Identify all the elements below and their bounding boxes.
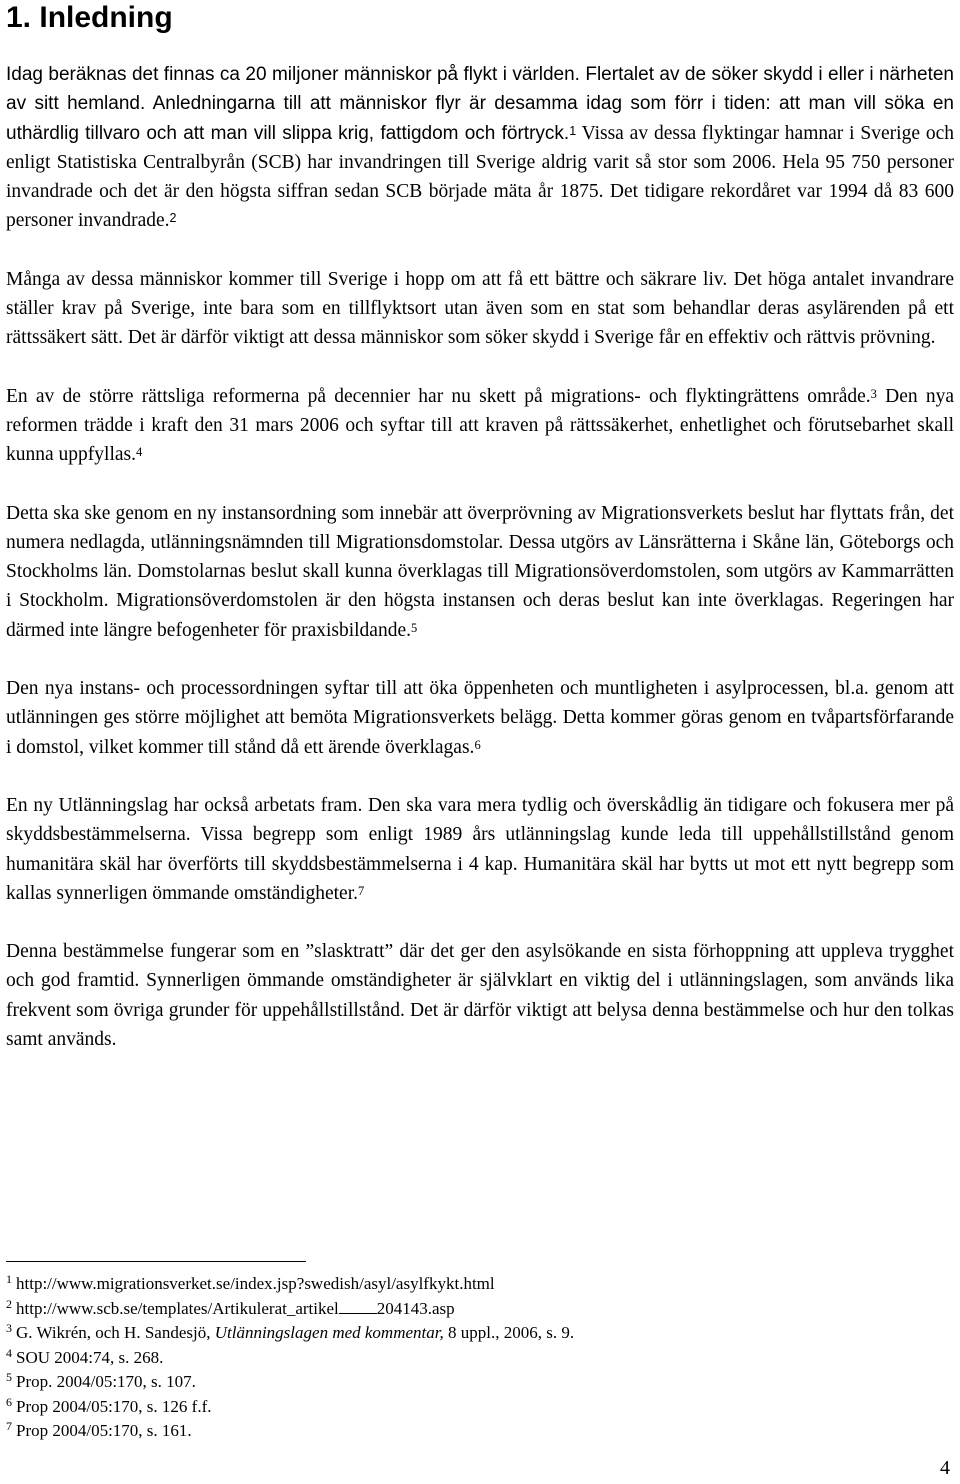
paragraph-4-text: Detta ska ske genom en ny instansordning som innebär att överprövning av Migrationsverkets beslut har flyttats från, det numera nedlagda, utlänningsnämnden till Migrationsdomstolar. Dessa utgörs av Länsrätterna i Skåne län, Göteborgs och Stockholms län. Domstolarnas beslut skall kunna överklagas till Migrationsöverdomstolen, som utgörs av Kammarrätten i Stockholm. Migrationsöverdomstolen är den högsta instansen och deras beslut kan inte överklagas. Regeringen har därmed inte längre befogenheter för praxisbildande.: [6, 502, 954, 641]
paragraph-5: [6, 674, 954, 762]
paragraph-7: Denna bestämmelse fungerar som en ”slasktratt” där det ger den asylsökande en sista förhoppning att uppleva trygghet och god framtid. Synnerligen ömmande omständigheter är självklart en viktig del i utlänningslagen, som används lika frekvent som övriga grunder för uppehållstillstånd. Det är därför viktigt att belysa denna bestämmelse och hur den tolkas samt används.: [6, 941, 954, 1051]
paragraph-3-text-a: En av de större rättsliga reformerna på decennier har nu skett på migrations- och flyktingrättens område.: [6, 385, 871, 407]
footnote-link[interactable]: http://www.migrationsverket.se/index.jsp?swedish/asyl/asylfkykt.html: [16, 1274, 495, 1293]
paragraph-6: [6, 791, 954, 908]
footnote-ref-6[interactable]: 6: [474, 737, 481, 752]
footnote-number: 3: [6, 1321, 12, 1335]
footnote-text: G. Wikrén, och H. Sandesjö,: [16, 1323, 215, 1342]
footnote-number: 5: [6, 1370, 12, 1384]
page-number: 4: [940, 1457, 950, 1479]
footnote-ref-2[interactable]: 2: [169, 211, 177, 226]
paragraph-1-text-a: Idag beräknas det finnas ca 20 miljoner människor på flykt i världen. Flertalet av de söker skydd i eller i närheten av sitt hemland. Anledningarna till att människor flyr är desamma idag som förr i tiden: att man vill söka en uthärdlig tillvaro och att man vill slippa krig, fattigdom och förtryck.: [6, 64, 954, 144]
footnote-text: Prop. 2004/05:170, s. 107.: [16, 1372, 196, 1391]
footnote-ref-1[interactable]: 1: [569, 123, 577, 138]
footnote-7: [6, 1419, 906, 1444]
footnote-text: Prop 2004/05:170, s. 126 f.f.: [16, 1396, 212, 1416]
footnote-text: SOU 2004:74, s. 268.: [16, 1347, 164, 1367]
footnote-number: 4: [6, 1345, 12, 1360]
footnote-number: 1: [6, 1272, 12, 1286]
footnote-ref-3[interactable]: 3: [870, 386, 877, 401]
footnote-separator: [6, 1261, 306, 1262]
paragraph-6-text: En ny Utlänningslag har också arbetats fram. Den ska vara mera tydlig och överskådlig än tidigare och fokusera mer på skyddsbestämmelserna. Vissa begrepp som enligt 1989 års utlänningslag kunde leda till uppehållstillstånd genom humanitära skäl har överförts till skyddsbestämmelserna i 4 kap. Humanitära skäl har bytts ut mot ett nytt begrepp som kallas synnerligen ömmande omständigheter.: [6, 794, 954, 904]
paragraph-4: [6, 499, 954, 645]
footnote-5: [6, 1370, 906, 1395]
paragraph-1-text-b: Vissa av dessa flyktingar hamnar i Sverige och enligt Statistiska Centralbyrån (SCB) har invandringen till Sverige aldrig varit så stor som 2006. Hela 95 750 personer invandrade och det är den högsta siffran sedan SCB började mäta år 1875. Det tidigare rekordåret var 1994 då 83 600 personer invandrade.: [6, 122, 954, 232]
footnote-number: 2: [6, 1296, 12, 1311]
footnote-number: 7: [6, 1419, 12, 1433]
paragraph-3-text-b: Den nya reformen trädde i kraft den 31 mars 2006 och syftar till att kraven på rättssäkerhet, enhetlighet och förutsebarhet skall kunna uppfyllas.: [6, 385, 954, 466]
footnote-link-end[interactable]: 204143.asp: [376, 1298, 455, 1318]
paragraph-5-text: Den nya instans- och processordningen syftar till att öka öppenheten och muntligheten i asylprocessen, bl.a. genom att utlänningen ges större möjlighet att bemöta Migrationsverkets belägg. Detta kommer göras genom en tvåpartsförfarande i domstol, vilket kommer till stånd då ett ärende överklagas.: [6, 678, 954, 758]
section-heading: 1. Inledning: [6, 1, 173, 34]
footnote-text: 8 uppl., 2006, s. 9.: [443, 1323, 575, 1342]
footnote-4: [6, 1346, 906, 1371]
paragraph-1: [6, 60, 954, 236]
footnote-underscore: [339, 1299, 377, 1314]
body-text: [6, 60, 954, 1083]
footnote-number: 6: [6, 1394, 12, 1409]
footnote-6: [6, 1395, 906, 1420]
footnote-book-title: Utlänningslagen med kommentar,: [214, 1323, 444, 1342]
footnote-ref-7[interactable]: 7: [358, 883, 365, 898]
footnote-3: [6, 1321, 906, 1346]
footnote-2: [6, 1297, 906, 1322]
footnote-ref-4[interactable]: 4: [135, 445, 143, 460]
footnote-link[interactable]: http://www.scb.se/templates/Artikulerat_artikel: [16, 1298, 339, 1318]
paragraph-3: [6, 382, 954, 470]
paragraph-2: Många av dessa människor kommer till Sverige i hopp om att få ett bättre och säkrare liv. Det höga antalet invandrare ställer krav på Sverige, inte bara som en tillflyktsort utan även som en stat som behandlar deras asylärenden på ett rättssäkert sätt. Det är därför viktigt att dessa människor som söker skydd i Sverige får en effektiv och rättvis prövning.: [6, 268, 954, 349]
footnote-1: [6, 1272, 906, 1297]
footnotes: [6, 1272, 906, 1444]
footnote-text: Prop 2004/05:170, s. 161.: [16, 1421, 192, 1440]
footnote-ref-5[interactable]: 5: [411, 620, 418, 635]
